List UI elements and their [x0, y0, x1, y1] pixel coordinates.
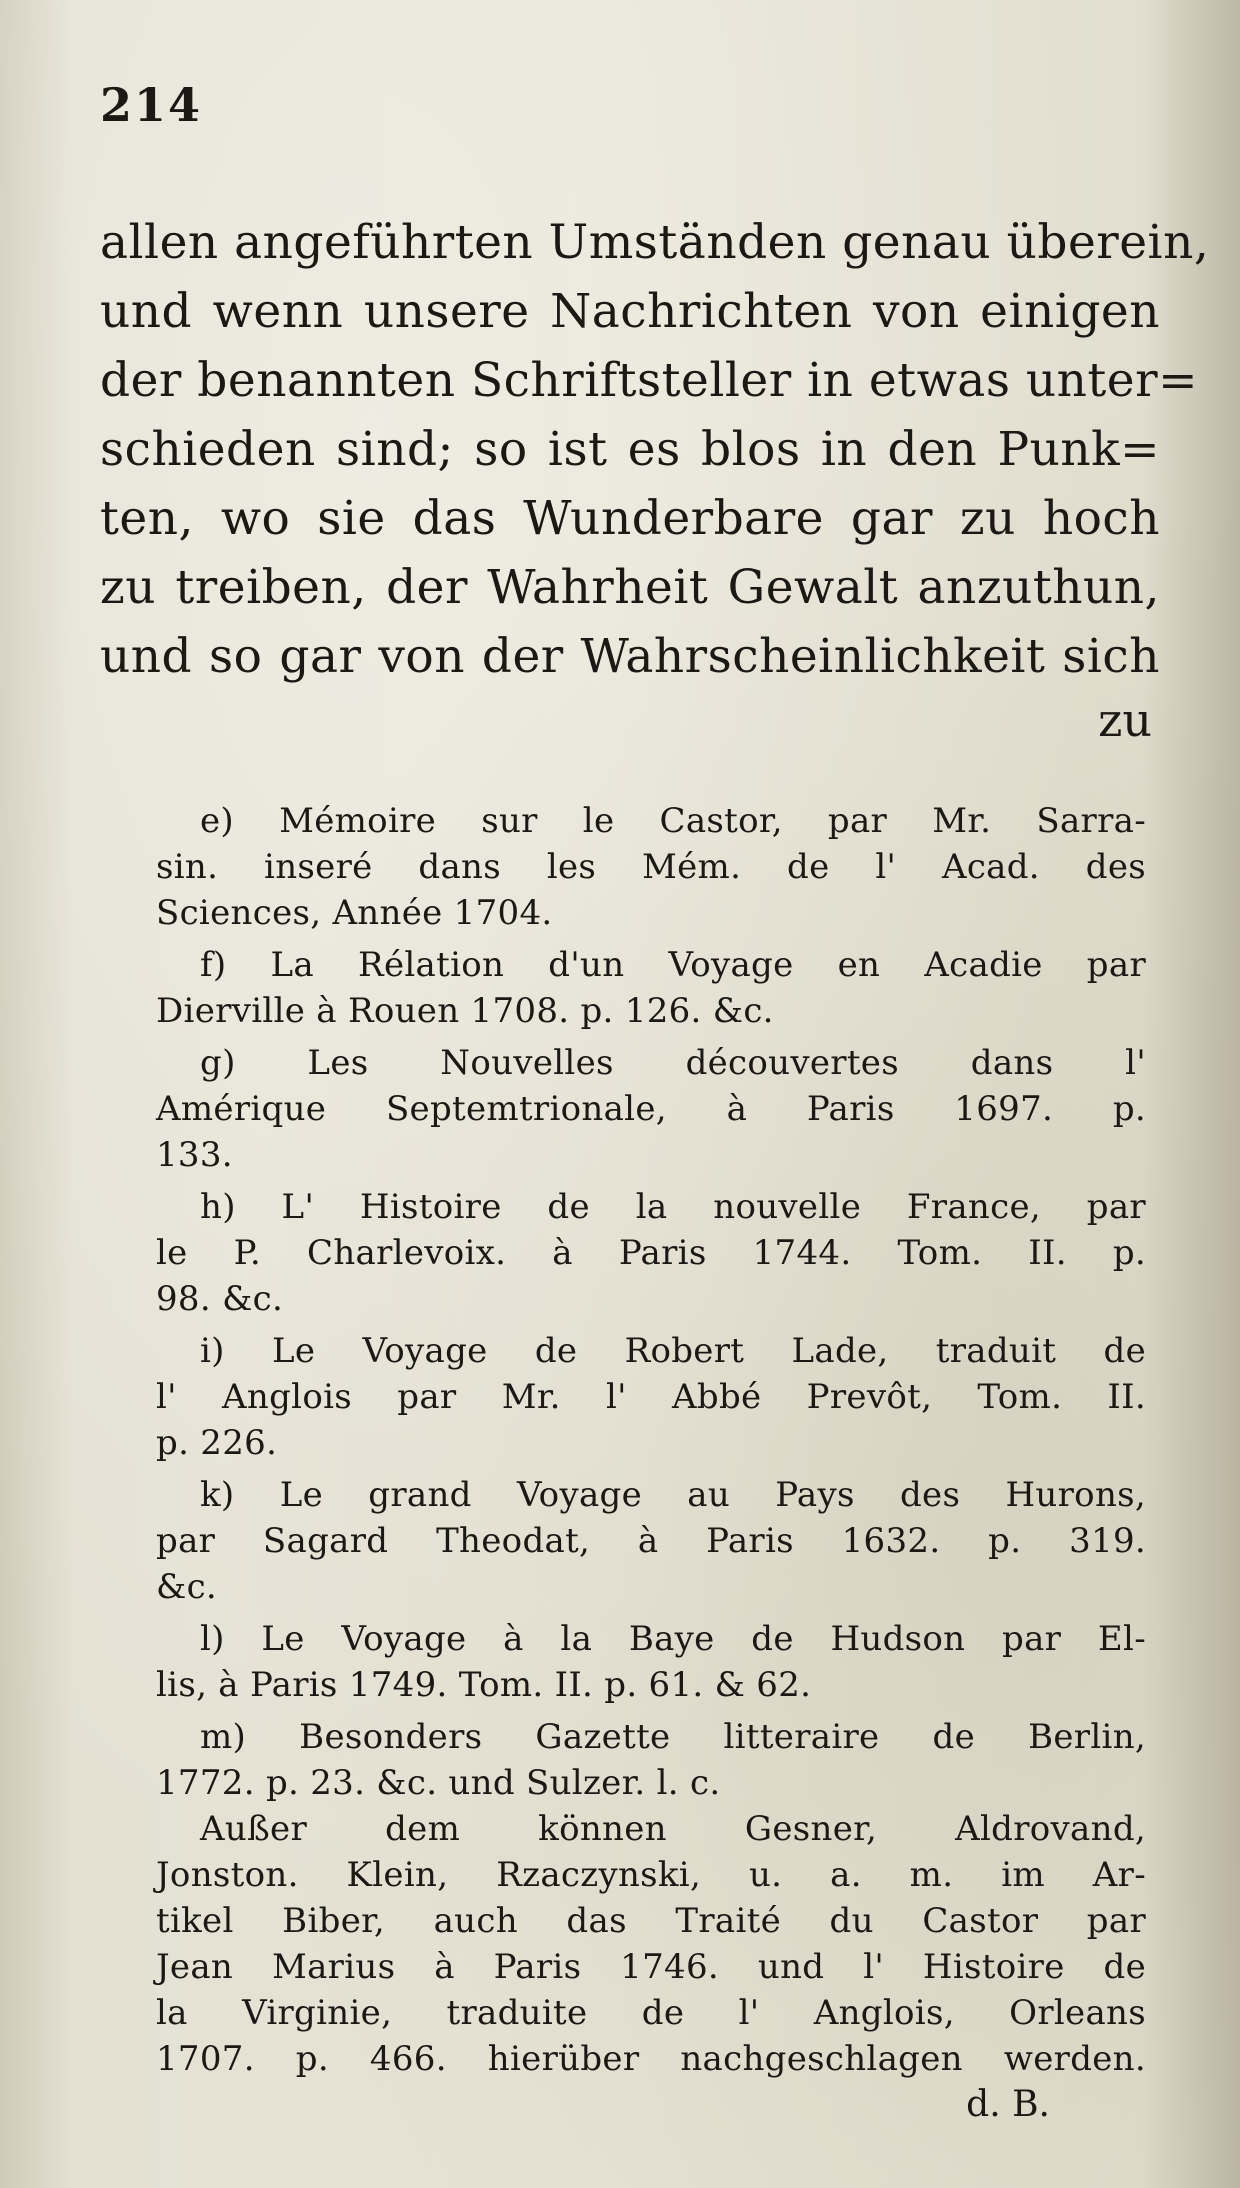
footnote-line: par Sagard Theodat, à Paris 1632. p. 319. [156, 1521, 1146, 1561]
signature: d. B. [966, 2084, 1050, 2125]
footnote-l [156, 1616, 1146, 1708]
catchword: zu [1098, 693, 1152, 747]
main-text [100, 208, 1210, 691]
footnote-line: tikel Biber, auch das Traité du Castor par [156, 1901, 1146, 1941]
footnote-line: m) Besonders Gazette litteraire de Berlin, [200, 1717, 1146, 1757]
footnote-line: Jonston. Klein, Rzaczynski, u. a. m. im Ar- [156, 1855, 1146, 1895]
footnote-line: Amérique Septemtrionale, à Paris 1697. p. [156, 1089, 1146, 1129]
text-line: und so gar von der Wahrscheinlichkeit sich [100, 629, 1160, 684]
footnote-line: g) Les Nouvelles découvertes dans l' [200, 1043, 1146, 1083]
footnote-k [156, 1472, 1146, 1610]
footnote-line: 98. &c. [156, 1279, 284, 1319]
footnote-e [156, 798, 1146, 936]
footnote-line: 1707. p. 466. hierüber nachgeschlagen werden. [156, 2039, 1146, 2079]
footnote-line: sin. inseré dans les Mém. de l' Acad. des [156, 847, 1146, 887]
footnote-line: lis, à Paris 1749. Tom. II. p. 61. & 62. [156, 1665, 812, 1705]
footnote-i [156, 1328, 1146, 1466]
footnote-line: p. 226. [156, 1423, 278, 1463]
footnote-line: f) La Rélation d'un Voyage en Acadie par [200, 945, 1146, 985]
footnote-line: Dierville à Rouen 1708. p. 126. &c. [156, 991, 774, 1031]
text-line: ten, wo sie das Wunderbare gar zu hoch [100, 491, 1160, 546]
footnote-line: 133. [156, 1135, 233, 1175]
footnote-line: le P. Charlevoix. à Paris 1744. Tom. II. p. [156, 1233, 1146, 1273]
page-number: 214 [100, 78, 203, 132]
footnote-line: h) L' Histoire de la nouvelle France, par [200, 1187, 1146, 1227]
text-line: allen angeführten Umständen genau überein, [100, 215, 1210, 270]
footnote-line: 1772. p. 23. &c. und Sulzer. l. c. [156, 1763, 721, 1803]
footnote-h [156, 1184, 1146, 1322]
text-line: der benannten Schriftsteller in etwas unter= [100, 353, 1198, 408]
footnote-f [156, 942, 1146, 1034]
footnote-g [156, 1040, 1146, 1178]
footnote-line: Außer dem können Gesner, Aldrovand, [200, 1809, 1146, 1849]
footnote-line: la Virginie, traduite de l' Anglois, Orleans [156, 1993, 1146, 2033]
footnote-line: Sciences, Année 1704. [156, 893, 553, 933]
footnote-line: l' Anglois par Mr. l' Abbé Prevôt, Tom. II. [156, 1377, 1146, 1417]
footnote-line: k) Le grand Voyage au Pays des Hurons, [200, 1475, 1146, 1515]
footnotes [156, 798, 1146, 2088]
text-line: und wenn unsere Nachrichten von einigen [100, 284, 1160, 339]
text-line: schieden sind; so ist es blos in den Punk= [100, 422, 1160, 477]
footnote-line: &c. [156, 1567, 218, 1607]
footnote-m [156, 1714, 1146, 2082]
footnote-line: i) Le Voyage de Robert Lade, traduit de [200, 1331, 1146, 1371]
footnote-line: e) Mémoire sur le Castor, par Mr. Sarra- [200, 801, 1146, 841]
footnote-line: Jean Marius à Paris 1746. und l' Histoire de [156, 1947, 1146, 1987]
text-line: zu treiben, der Wahrheit Gewalt anzuthun, [100, 560, 1160, 615]
footnote-line: l) Le Voyage à la Baye de Hudson par El- [200, 1619, 1146, 1659]
